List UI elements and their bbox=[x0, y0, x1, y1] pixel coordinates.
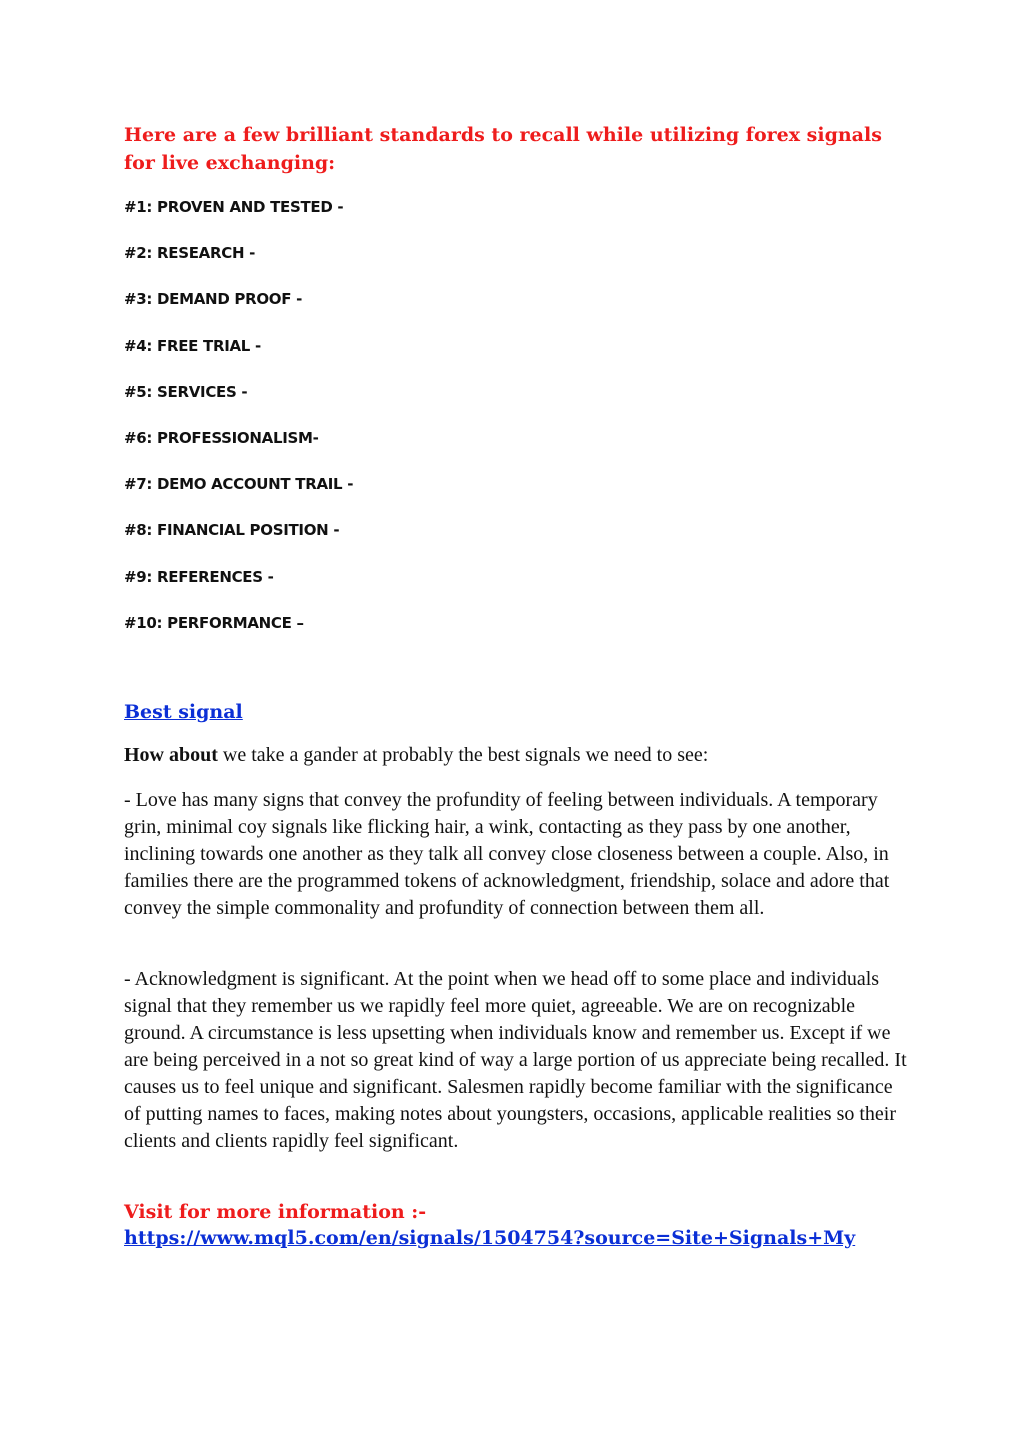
body-paragraph-acknowledgment: - Acknowledgment is significant. At the point when we head off to some place and individuals signal that they remember us we rapidly feel more quiet, agreeable. We are on recognizable ground. A circumstance is less upsetting when individuals know and remember us. Except if we are being perceived in a not so great kind of way a large portion of us appreciate being recalled. It causes us to feel unique and significant. Salesmen rapidly become familiar with the significance of putting names to faces, making notes about youngsters, occasions, applicable realities so their clients and clients rapidly feel significant. bbox=[124, 968, 907, 1152]
list-item: #6: PROFESSIONALISM- bbox=[124, 428, 319, 447]
visit-label: Visit for more information :- bbox=[124, 1201, 427, 1223]
list-item: #7: DEMO ACCOUNT TRAIL - bbox=[124, 475, 354, 494]
page-heading: Here are a few brilliant standards to recall while utilizing forex signals for live exchanging: bbox=[124, 124, 882, 174]
list-item: #10: PERFORMANCE – bbox=[124, 613, 304, 632]
body-paragraph-love: - Love has many signs that convey the profundity of feeling between individuals. A temporary grin, minimal coy signals like flicking hair, a wink, contacting as they pass by one another, inclining towards one another as they talk all convey close closeness between a couple. Also, in families there are the programmed tokens of acknowledgment, friendship, solace and adore that convey the simple commonality and profundity of connection between them all. bbox=[124, 789, 890, 919]
visit-info bbox=[124, 1199, 914, 1251]
standards-list bbox=[124, 196, 353, 658]
list-item: #4: FREE TRIAL - bbox=[124, 336, 261, 355]
list-item: #8: FINANCIAL POSITION - bbox=[124, 521, 340, 540]
intro-text: we take a gander at probably the best signals we need to see: bbox=[217, 744, 709, 766]
list-item: #5: SERVICES - bbox=[124, 382, 248, 401]
list-item: #2: RESEARCH - bbox=[124, 244, 256, 263]
intro-bold-text: How about bbox=[124, 744, 218, 766]
intro-paragraph bbox=[124, 742, 914, 769]
list-item: #9: REFERENCES - bbox=[124, 567, 274, 586]
list-item: #3: DEMAND PROOF - bbox=[124, 290, 303, 309]
best-signal-link[interactable]: Best signal bbox=[124, 701, 243, 723]
visit-url-link[interactable]: https://www.mql5.com/en/signals/1504754?source=Site+Signals+My bbox=[124, 1227, 856, 1249]
list-item: #1: PROVEN AND TESTED - bbox=[124, 198, 344, 216]
